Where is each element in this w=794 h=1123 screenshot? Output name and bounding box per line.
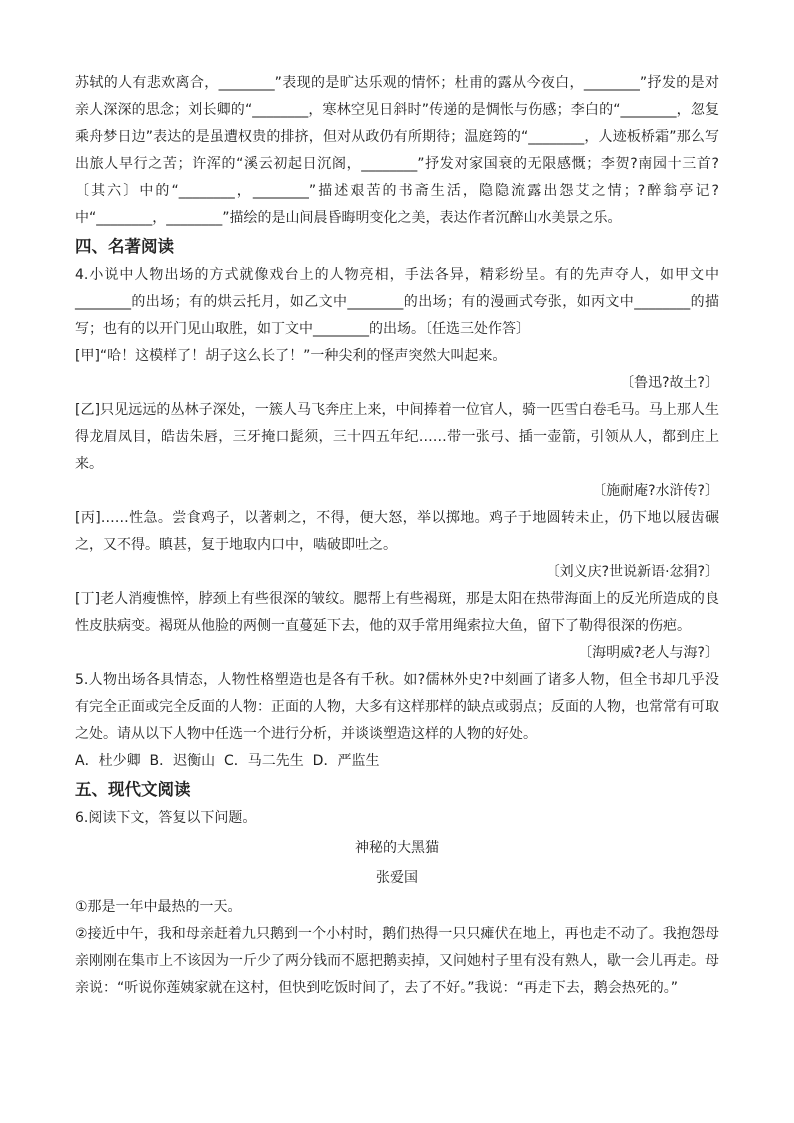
article-paragraph-2: ②接近中午，我和母亲赶着九只鹅到一个小村时，鹅们热得一只只瘫伏在地上，再也走不动了。我抱怨母亲刚刚在集市上不该因为一斤少了两分钱而不愿把鹅卖掉，又问她村子里有没有熟人，歇一会儿再走。母亲说：“听说你莲姨家就在这村，但快到吃饭时间了，去了不好。”我说：“再走下去，鹅会热死的。” (75, 926, 719, 996)
passage-ding-source: 〔海明威?老人与海?〕 (578, 645, 719, 661)
article-author: 张爱国 (376, 870, 418, 886)
section-heading-modern-reading: 五、现代文阅读 (75, 780, 191, 799)
document-page (75, 70, 719, 1002)
passage-ding: [丁]老人消瘦憔悴，脖颈上有些很深的皱纹。腮帮上有些褐斑，那是太阳在热带海面上的反光所造成的良性皮肤病变。褐斑从他脸的两侧一直蔓延下去，他的双手常用绳索拉大鱼，留下了勒得很深的伤疤。 (75, 591, 719, 634)
passage-yi-source: 〔施耐庵?水浒传?〕 (592, 483, 719, 499)
passage-jia-source: 〔鲁迅?故土?〕 (620, 375, 719, 391)
poetry-fill-paragraph: 苏轼的人有悲欢离合，________”表现的是旷达乐观的情怀；杜甫的露从今夜白，________”抒发的是对亲人深深的思念；刘长卿的“________，寒林空见日斜时”传递的是惆怅与伤感；李白的“________，忽复乘舟梦日边”表达的是虽遭权贵的排挤，但对从政仍有所期待；温庭筠的“________，人迹板桥霜”那么写出旅人早行之苦；许浑的“溪云初起日沉阁，________”抒发对家国衰的无限感慨；李贺?南园十三首?〔其六〕中的“________，________”描述艰苦的书斋生活，隐隐流露出怨艾之情；?醉翁亭记?中“________，________”描绘的是山间晨昏晦明变化之美，表达作者沉醉山水美景之乐。 (75, 75, 719, 226)
question-5-options: A．杜少卿 B．迟衡山 C．马二先生 D．严监生 (75, 753, 380, 769)
passage-bing-source: 〔刘义庆?世说新语·忿狷?〕 (545, 564, 719, 580)
section-heading-classics: 四、名著阅读 (75, 237, 174, 256)
question-4: 4.小说中人物出场的方式就像戏台上的人物亮相，手法各异，精彩纷呈。有的先声夺人，如甲文中________的出场；有的烘云托月，如乙文中________的出场；有的漫画式夸张，如丙文中________的描写；也有的以开门见山取胜，如丁文中________的出场。〔任选三处作答〕 (75, 267, 719, 337)
question-5: 5.人物出场各具情态，人物性格塑造也是各有千秋。如?儒林外史?中刻画了诸多人物，但全书却几乎没有完全正面或完全反面的人物：正面的人物，大多有这样那样的缺点或弱点；反面的人物，也常常有可取之处。请从以下人物中任选一个进行分析，并谈谈塑造这样的人物的好处。 (75, 672, 719, 742)
article-paragraph-1: ①那是一年中最热的一天。 (75, 899, 242, 915)
passage-jia: [甲]“哈！这模样了！胡子这么长了！”一种尖利的怪声突然大叫起来。 (75, 348, 507, 364)
passage-yi: [乙]只见远远的丛林子深处，一簇人马飞奔庄上来，中间捧着一位官人，骑一匹雪白卷毛马。马上那人生得龙眉凤目，皓齿朱唇，三牙掩口髭须，三十四五年纪……带一张弓、插一壶箭，引领从人，都到庄上来。 (75, 402, 719, 472)
passage-bing: [丙]……性急。尝食鸡子，以著刺之，不得，便大怒，举以掷地。鸡子于地圆转未止，仍下地以屐齿碾之，又不得。瞋甚，复于地取内口中，啮破即吐之。 (75, 510, 719, 553)
article-title: 神秘的大黑猫 (355, 840, 439, 856)
question-6: 6.阅读下文，答复以下问题。 (75, 810, 257, 826)
